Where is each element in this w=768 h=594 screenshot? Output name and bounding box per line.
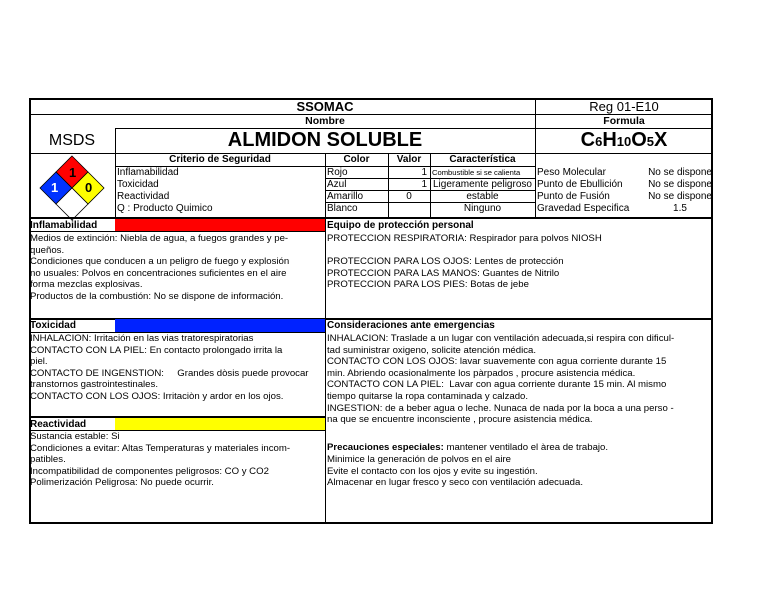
table-cell: 1: [421, 179, 427, 190]
health-color-bar: [115, 319, 325, 332]
text-line: queños.: [30, 244, 65, 256]
section-body-reactividad: [30, 431, 290, 489]
text-line: CONTACTO CON LOS OJOS: lavar suavemente con agua corriente durante 15: [327, 356, 667, 368]
text-line: transtornos gastrointestinales.: [30, 379, 158, 391]
property-value: No se dispone: [648, 191, 712, 202]
text-line: Sustancia estable: Si: [30, 431, 120, 442]
section-body-toxicidad: [30, 333, 309, 403]
text-line: Medios de extinción: Niebla de agua, a fuegos grandes y pe-: [30, 233, 289, 244]
table-cell: Azul: [327, 179, 347, 190]
col-criterio: Criterio de Seguridad: [169, 154, 271, 165]
divider: [29, 231, 325, 232]
reactivity-color-bar: [115, 418, 325, 430]
nombre-label: Nombre: [305, 115, 345, 127]
table-cell: Blanco: [327, 203, 358, 214]
text-line: min. Abriendo ocasionalmente los pàrpados , procure asistencia médica.: [327, 367, 636, 379]
nfpa-fire-value: 1: [69, 165, 77, 180]
section-title-emergencias: Consideraciones ante emergencias: [327, 320, 495, 331]
nfpa-diamond: [29, 154, 115, 222]
text-line: CONTACTO CON LA PIEL: En contacto prolongado irrita la: [30, 344, 283, 356]
text-line: Minimice la generación de polvos en el aire: [327, 454, 511, 465]
divider: [325, 217, 326, 524]
section-body-precauciones: [327, 454, 583, 489]
section-body-inflamabilidad: [30, 233, 289, 303]
precauciones-text: mantener ventilado el àrea de trabajo.: [443, 442, 609, 453]
text-line: PROTECCION PARA LOS PIES: Botas de jebe: [327, 279, 529, 291]
col-valor: Valor: [396, 154, 422, 165]
text-line: INGESTION: de a beber agua o leche. Nunaca de nada por la boca a una perso -: [327, 402, 674, 414]
property-label: Punto de Fusión: [537, 191, 610, 202]
table-cell: Q : Producto Quimico: [117, 203, 213, 214]
text-line: [327, 245, 602, 257]
fire-color-bar: [115, 219, 325, 231]
table-cell: Ninguno: [463, 203, 502, 214]
property-label: Gravedad Especifica: [537, 203, 630, 214]
table-cell: Inflamabilidad: [117, 167, 179, 178]
text-line: Condiciones a evitar: Altas Temperaturas y materiales incom-: [30, 442, 291, 454]
text-line: patibles.: [30, 454, 66, 466]
property-value: No se dispone: [648, 167, 712, 178]
table-cell: Reactividad: [117, 191, 170, 202]
nfpa-health-value: 1: [51, 180, 59, 195]
text-line: CONTACTO CON LOS OJOS: Irritaciòn y ardor en los ojos.: [30, 390, 284, 402]
text-line: PROTECCION PARA LAS MANOS: Guantes de Nitrilo: [327, 267, 560, 279]
section-title-reactividad: Reactividad: [30, 419, 87, 430]
property-value: No se dispone: [648, 179, 712, 190]
text-line: CONTACTO CON LA PIEL: Lavar con agua corriente durante 15 min. Al mismo: [327, 379, 667, 391]
property-label: Punto de Ebullición: [537, 179, 623, 190]
text-line: INHALACION: Irritación en las vias tratorespiratorias: [30, 333, 254, 344]
nfpa-reactivity-value: 0: [85, 180, 93, 195]
text-line: na que se encuentre inconsciente , procure asistencia médica.: [327, 414, 593, 426]
section-title-inflamabilidad: Inflamabilidad: [30, 220, 98, 231]
msds-label: MSDS: [48, 132, 96, 149]
text-line: piel.: [30, 356, 48, 368]
text-line: PROTECCION PARA LOS OJOS: Lentes de protección: [327, 256, 564, 268]
section-title-precauciones: Precauciones especiales:: [327, 442, 444, 453]
divider: [535, 153, 536, 217]
col-caracteristica: Característica: [449, 154, 516, 165]
section-title-equipo: Equipo de protección personal: [327, 220, 474, 231]
formula-label: Formula: [603, 115, 645, 127]
property-value: 1.5: [673, 203, 687, 214]
table-cell: Amarillo: [327, 191, 364, 202]
reg-code: Reg 01-E10: [589, 99, 659, 114]
text-line: Evite el contacto con los ojos y evite su ingestión.: [327, 465, 538, 477]
text-line: CONTACTO DE INGENSTION: Grandes dòsis puede provocar: [30, 367, 309, 379]
org-name: SSOMAC: [296, 99, 354, 114]
product-name: ALMIDON SOLUBLE: [227, 129, 423, 151]
col-color: Color: [343, 154, 370, 165]
text-line: PROTECCION RESPIRATORIA: Respirador para polvos NIOSH: [327, 233, 602, 244]
table-cell: Ligeramente peligroso: [433, 179, 532, 190]
table-cell: 0: [406, 191, 412, 202]
text-line: forma mezclas explosivas.: [30, 279, 143, 291]
precauciones-first-line: [327, 442, 608, 454]
section-title-toxicidad: Toxicidad: [30, 320, 76, 331]
text-line: Productos de la combustión: No se dispone de información.: [30, 290, 284, 302]
section-body-equipo: [327, 233, 602, 291]
text-line: INHALACION: Traslade a un lugar con ventilación adecuada,si respira con dificul-: [327, 333, 675, 344]
text-line: Incompatibilidad de componentes peligrosos: CO y CO2: [30, 465, 269, 477]
table-cell: Rojo: [327, 167, 348, 178]
chemical-formula: C6H10O5X: [580, 129, 668, 151]
table-cell: 1: [421, 167, 427, 178]
text-line: tad suministrar oxigeno, solicite atención médica.: [327, 344, 537, 356]
property-label: Peso Molecular: [537, 167, 606, 178]
text-line: no usuales: Polvos en concentraciones suficientes en el aire: [30, 267, 287, 279]
section-body-emergencias: [327, 333, 674, 426]
table-cell: Toxicidad: [117, 179, 159, 190]
table-cell: Combustible si se calienta: [432, 168, 521, 177]
text-line: tiempo quitarse la ropa contaminada y calzado.: [327, 390, 529, 402]
table-cell: estable: [466, 191, 499, 202]
text-line: Condiciones que conducen a un peligro de fuego y explosión: [30, 256, 290, 268]
text-line: Almacenar en lugar fresco y seco con ventilación adecuada.: [327, 477, 583, 489]
text-line: Polimerización Peligrosa: No puede ocurrir.: [30, 477, 214, 489]
